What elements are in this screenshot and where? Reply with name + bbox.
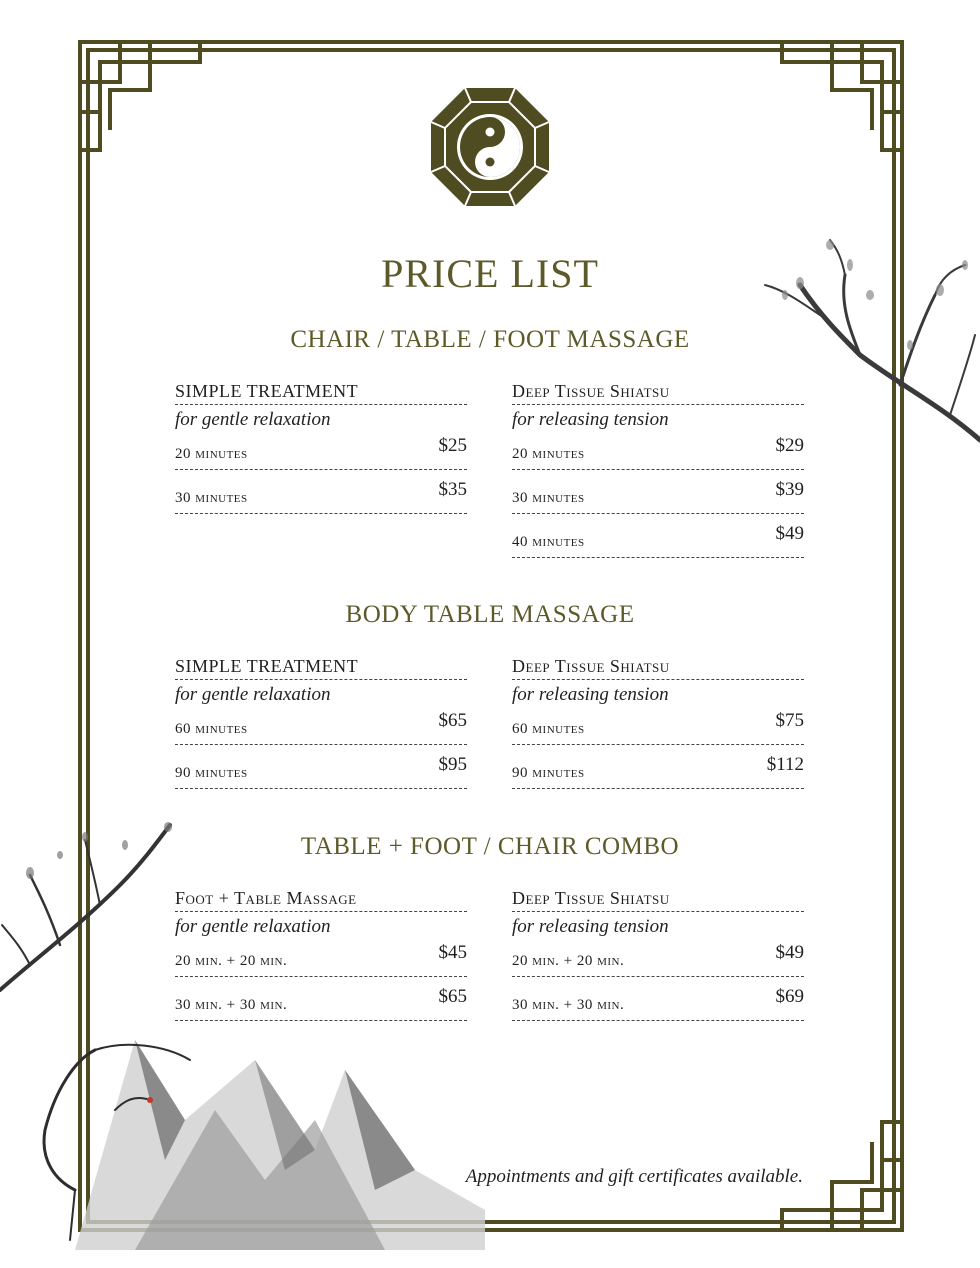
price-value: $69 xyxy=(775,986,804,1007)
section-title: CHAIR / TABLE / FOOT MASSAGE xyxy=(290,326,690,353)
price-row xyxy=(512,939,804,977)
price-value: $35 xyxy=(438,479,467,500)
price-row xyxy=(175,939,467,977)
price-row xyxy=(175,707,467,745)
price-row xyxy=(175,470,467,514)
price-row xyxy=(512,745,804,789)
page-title: PRICE LIST xyxy=(381,251,599,296)
price-row xyxy=(512,707,804,745)
treatment-name: SIMPLE TREATMENT xyxy=(175,655,467,680)
treatment-name: Deep Tissue Shiatsu xyxy=(512,655,804,680)
duration-label: 90 minutes xyxy=(512,765,585,781)
duration-label: 20 min. + 20 min. xyxy=(512,953,625,969)
treatment-subtitle: for gentle relaxation xyxy=(175,409,331,430)
price-value: $65 xyxy=(438,986,467,1007)
price-value: $75 xyxy=(775,710,804,731)
price-row xyxy=(175,745,467,789)
duration-label: 20 min. + 20 min. xyxy=(175,953,288,969)
treatment-subtitle: for releasing tension xyxy=(512,684,669,705)
price-value: $49 xyxy=(775,942,804,963)
mountain-crane-illustration xyxy=(15,1000,485,1250)
treatment-name: SIMPLE TREATMENT xyxy=(175,380,467,405)
cherry-branch-illustration xyxy=(760,235,980,450)
menu-column xyxy=(512,655,804,789)
duration-label: 90 minutes xyxy=(175,765,248,781)
duration-label: 30 minutes xyxy=(512,490,585,506)
menu-column xyxy=(512,887,804,1021)
treatment-subtitle: for gentle relaxation xyxy=(175,916,331,937)
duration-label: 30 min. + 30 min. xyxy=(512,997,625,1013)
price-row xyxy=(512,977,804,1021)
menu-column xyxy=(175,380,467,514)
duration-label: 60 minutes xyxy=(512,721,585,737)
duration-label: 20 minutes xyxy=(175,446,248,462)
price-value: $112 xyxy=(766,754,804,775)
price-value: $95 xyxy=(438,754,467,775)
menu-column xyxy=(175,655,467,789)
duration-label: 30 minutes xyxy=(175,490,248,506)
price-row xyxy=(175,432,467,470)
section-title: BODY TABLE MASSAGE xyxy=(345,601,635,628)
treatment-name: Foot + Table Massage xyxy=(175,887,467,912)
cherry-branch-illustration xyxy=(0,815,175,1000)
treatment-name: Deep Tissue Shiatsu xyxy=(512,887,804,912)
price-row xyxy=(512,470,804,514)
duration-label: 40 minutes xyxy=(512,534,585,550)
duration-label: 20 minutes xyxy=(512,446,585,462)
duration-label: 60 minutes xyxy=(175,721,248,737)
price-value: $65 xyxy=(438,710,467,731)
duration-label: 30 min. + 30 min. xyxy=(175,997,288,1013)
price-value: $39 xyxy=(775,479,804,500)
section-title: TABLE + FOOT / CHAIR COMBO xyxy=(300,833,680,860)
footer-note: Appointments and gift certificates available. xyxy=(465,1166,803,1187)
yin-yang-bagua-icon xyxy=(429,86,551,208)
price-value: $49 xyxy=(775,523,804,544)
price-value: $25 xyxy=(438,435,467,456)
treatment-subtitle: for releasing tension xyxy=(512,916,669,937)
price-value: $45 xyxy=(438,942,467,963)
price-value: $29 xyxy=(775,435,804,456)
treatment-name: Deep Tissue Shiatsu xyxy=(512,380,804,405)
treatment-subtitle: for releasing tension xyxy=(512,409,669,430)
treatment-subtitle: for gentle relaxation xyxy=(175,684,331,705)
price-row xyxy=(512,514,804,558)
